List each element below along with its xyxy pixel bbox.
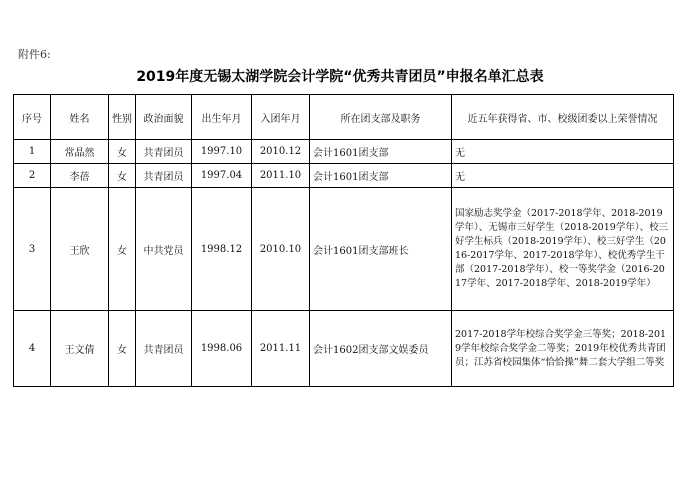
cell-seq: 2 [14, 164, 51, 188]
table-row [14, 140, 674, 164]
cell-political-status: 中共党员 [136, 188, 192, 311]
cell-gender: 女 [109, 140, 136, 164]
cell-joined: 2011.11 [252, 311, 310, 387]
cell-birth: 1998.06 [192, 311, 252, 387]
header-birth: 出生年月 [192, 95, 252, 140]
cell-joined: 2010.12 [252, 140, 310, 164]
cell-political-status: 共青团员 [136, 311, 192, 387]
cell-name: 李蓓 [51, 164, 109, 188]
table-row [14, 311, 674, 387]
cell-birth: 1997.04 [192, 164, 252, 188]
cell-branch-position: 会计1601团支部 [310, 140, 452, 164]
cell-seq: 3 [14, 188, 51, 311]
table-header-row [14, 95, 674, 140]
header-honors: 近五年获得省、市、校级团委以上荣誉情况 [452, 95, 674, 140]
table-row [14, 164, 674, 188]
cell-seq: 4 [14, 311, 51, 387]
cell-seq: 1 [14, 140, 51, 164]
cell-gender: 女 [109, 188, 136, 311]
header-name: 姓名 [51, 95, 109, 140]
header-political-status: 政治面貌 [136, 95, 192, 140]
cell-branch-position: 会计1601团支部 [310, 164, 452, 188]
table-row [14, 188, 674, 311]
cell-joined: 2011.10 [252, 164, 310, 188]
cell-branch-position: 会计1601团支部班长 [310, 188, 452, 311]
header-joined: 入团年月 [252, 95, 310, 140]
cell-joined: 2010.10 [252, 188, 310, 311]
cell-name: 常晶然 [51, 140, 109, 164]
cell-honors: 国家励志奖学金（2017-2018学年、2018-2019学年）、无锡市三好学生（2018-2019学年）、校三好学生标兵（2018-2019学年）、校三好学生（2016-2017学年、2017-2018学年）、校优秀学生干部（2017-2018学年）、校一等奖学金（2016-2017学年、2017-2018学年、2018-2019学年） [452, 188, 674, 311]
cell-gender: 女 [109, 164, 136, 188]
cell-birth: 1998.12 [192, 188, 252, 311]
header-gender: 性别 [109, 95, 136, 140]
cell-political-status: 共青团员 [136, 164, 192, 188]
cell-birth: 1997.10 [192, 140, 252, 164]
cell-political-status: 共青团员 [136, 140, 192, 164]
cell-honors: 无 [452, 164, 674, 188]
cell-gender: 女 [109, 311, 136, 387]
cell-honors: 无 [452, 140, 674, 164]
document-title: 2019年度无锡太湖学院会计学院“优秀共青团员”申报名单汇总表 [136, 69, 544, 85]
header-seq: 序号 [14, 95, 51, 140]
cell-name: 王文倩 [51, 311, 109, 387]
cell-branch-position: 会计1602团支部文娱委员 [310, 311, 452, 387]
attachment-label: 附件6: [18, 48, 51, 61]
cell-honors: 2017-2018学年校综合奖学金三等奖；2018-2019学年校综合奖学金二等奖；2019年校优秀共青团员；江苏省校园集体“恰恰操”舞二套大学组二等奖 [452, 311, 674, 387]
cell-name: 王欣 [51, 188, 109, 311]
header-branch-position: 所在团支部及职务 [310, 95, 452, 140]
nomination-table [13, 94, 674, 387]
